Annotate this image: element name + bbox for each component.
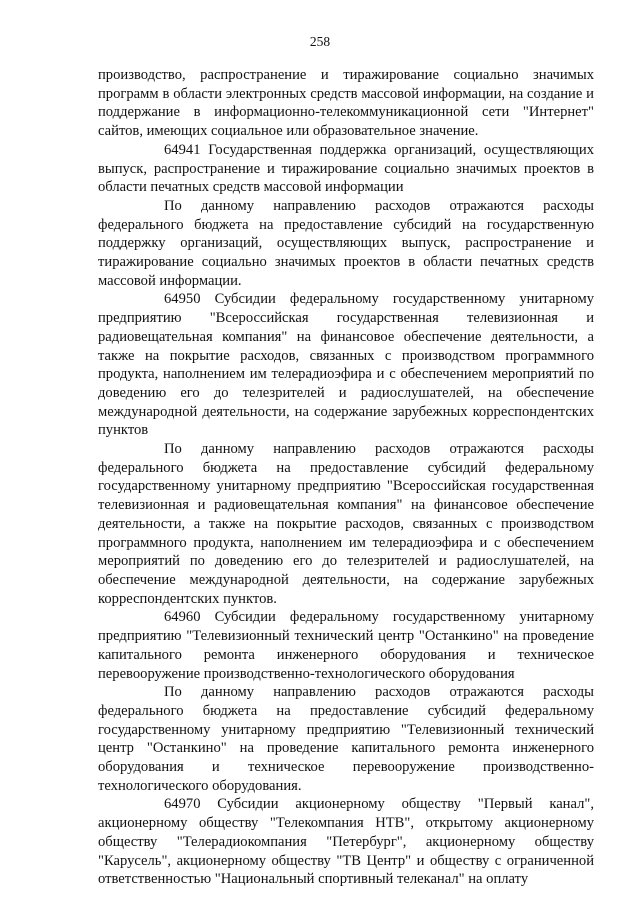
paragraph-1: производство, распространение и тиражирование социально значимых программ в области электронных средств массовой информации, на создание и поддержание в информационно-телекоммуникационной сети "Интернет" сайтов, имеющих социальное или образовательное значение. (98, 67, 594, 140)
paragraph-3: По данному направлению расходов отражаются расходы федерального бюджета на предоставление субсидий на государственную поддержку организаций, осуществляющих выпуск, распространение и тиражирование социально значимых проектов в области печатных средств массовой информации. (98, 197, 594, 289)
paragraph-7: По данному направлению расходов отражаются расходы федерального бюджета на предоставление субсидий федеральному государственному унитарному предприятию "Телевизионный технический центр "Останкино" на проведение капитального ремонта инженерного оборудования и техническое перевооружение производственно-технологического оборудования. (98, 684, 594, 794)
paragraph-2: 64941 Государственная поддержка организаций, осуществляющих выпуск, распространение и тиражирование социально значимых проектов в области печатных средств массовой информации (98, 141, 594, 196)
paragraph-5: По данному направлению расходов отражаются расходы федерального бюджета на предоставление субсидий федеральному государственному унитарному предприятию "Всероссийская государственная телевизионная и радиовещательная компания" на финансовое обеспечение деятельности, а также на покрытие расходов, связанных с производством программного продукта, наполнением им телерадиоэфира и с обеспечением мероприятий по доведению его до телезрителей и радиослушателей, на обеспечение международной деятельности, на содержание зарубежных корреспондентских пунктов. (98, 441, 594, 607)
paragraph-6: 64960 Субсидии федеральному государственному унитарному предприятию "Телевизионный технический центр "Останкино" на проведение капитального ремонта инженерного оборудования и техническое перевооружение производственно-технологического оборудования (98, 609, 594, 682)
document-body (98, 66, 594, 889)
paragraph-8: 64970 Субсидии акционерному обществу "Первый канал", акционерному обществу "Телекомпания НТВ", открытому акционерному обществу "Телерадиокомпания "Петербург", акционерному обществу "Карусель", акционерному обществу "ТВ Центр" и обществу с ограниченной ответственностью "Национальный спортивный телеканал" на оплату (98, 796, 594, 888)
paragraph-4: 64950 Субсидии федеральному государственному унитарному предприятию "Всероссийская государственная телевизионная и радиовещательная компания" на финансовое обеспечение деятельности, а также на покрытие расходов, связанных с производством программного продукта, наполнением им телерадиоэфира и с обеспечением мероприятий по доведению его до телезрителей и радиослушателей, на обеспечение международной деятельности, на содержание зарубежных корреспондентских пунктов (98, 291, 594, 439)
page-number: 258 (309, 34, 331, 49)
